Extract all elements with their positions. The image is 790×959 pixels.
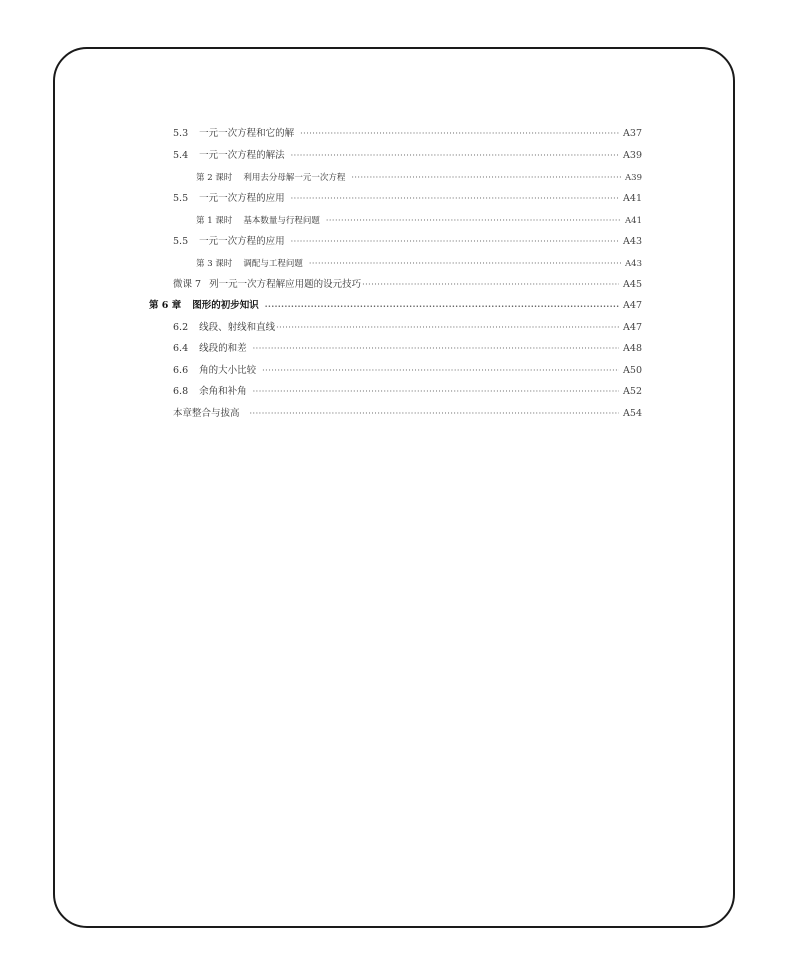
leader-dots <box>351 170 621 186</box>
section-title: 一元一次方程的应用 <box>199 236 285 247</box>
leader-dots <box>250 406 620 422</box>
lesson-number: 第 3 课时 <box>196 259 233 269</box>
page-number: A47 <box>623 300 642 311</box>
toc-entry[interactable] <box>173 406 642 422</box>
section-number: 5.5 <box>173 193 189 204</box>
micro-lesson-title: 列一元一次方程解应用题的设元技巧 <box>209 279 362 290</box>
toc-entry[interactable] <box>173 341 642 357</box>
leader-dots <box>291 191 619 207</box>
section-title: 一元一次方程的应用 <box>199 193 285 204</box>
section-number: 6.4 <box>173 343 189 354</box>
toc-entry[interactable] <box>173 384 642 400</box>
toc-entry[interactable] <box>196 213 642 229</box>
section-title: 线段、射线和直线 <box>199 322 276 333</box>
chapter-title: 图形的初步知识 <box>192 300 259 311</box>
lesson-number: 第 1 课时 <box>196 216 233 226</box>
toc-entry[interactable] <box>173 126 642 142</box>
leader-dots <box>276 320 619 336</box>
page-number: A43 <box>625 259 642 269</box>
leader-dots <box>262 363 619 379</box>
toc-entry[interactable] <box>173 234 642 250</box>
toc-entry[interactable] <box>173 320 642 336</box>
toc-entry[interactable] <box>173 191 642 207</box>
toc-entry[interactable] <box>173 148 642 164</box>
section-title: 线段的和差 <box>199 343 247 354</box>
leader-dots <box>291 234 619 250</box>
page-number: A39 <box>625 173 642 183</box>
leader-dots <box>253 384 619 400</box>
lesson-title: 基本数量与行程问题 <box>243 216 320 226</box>
lesson-title: 调配与工程问题 <box>243 259 303 269</box>
section-title: 一元一次方程和它的解 <box>199 128 295 139</box>
section-number: 6.6 <box>173 365 189 376</box>
section-number: 5.4 <box>173 150 189 161</box>
chapter-number: 第 6 章 <box>149 300 182 311</box>
section-number: 5.5 <box>173 236 189 247</box>
leader-dots <box>326 213 621 229</box>
toc-chapter-entry[interactable] <box>149 298 642 314</box>
leader-dots <box>265 298 619 314</box>
section-title: 角的大小比较 <box>199 365 257 376</box>
toc-entry[interactable] <box>173 277 642 293</box>
page-number: A39 <box>623 150 642 161</box>
leader-dots <box>253 341 619 357</box>
lesson-title: 利用去分母解一元一次方程 <box>243 173 346 183</box>
section-number: 6.8 <box>173 386 189 397</box>
section-number: 6.2 <box>173 322 189 333</box>
page-number: A47 <box>623 322 642 333</box>
section-title: 本章整合与拔高 <box>173 408 240 419</box>
page-number: A41 <box>623 193 642 204</box>
page-number: A43 <box>623 236 642 247</box>
page-number: A48 <box>623 343 642 354</box>
section-number: 5.3 <box>173 128 189 139</box>
leader-dots <box>291 148 619 164</box>
page-number: A52 <box>623 386 642 397</box>
toc-entry[interactable] <box>173 363 642 379</box>
leader-dots <box>300 126 619 142</box>
section-title: 一元一次方程的解法 <box>199 150 285 161</box>
leader-dots <box>362 277 619 293</box>
page-number: A37 <box>623 128 642 139</box>
page-number: A50 <box>623 365 642 376</box>
toc-entry[interactable] <box>196 256 642 272</box>
page-number: A54 <box>623 408 642 419</box>
page-number: A45 <box>623 279 642 290</box>
toc-entry[interactable] <box>196 170 642 186</box>
lesson-number: 第 2 课时 <box>196 173 233 183</box>
micro-lesson-number: 微课 7 <box>173 279 202 290</box>
leader-dots <box>309 256 621 272</box>
page-number: A41 <box>625 216 642 226</box>
section-title: 余角和补角 <box>199 386 247 397</box>
